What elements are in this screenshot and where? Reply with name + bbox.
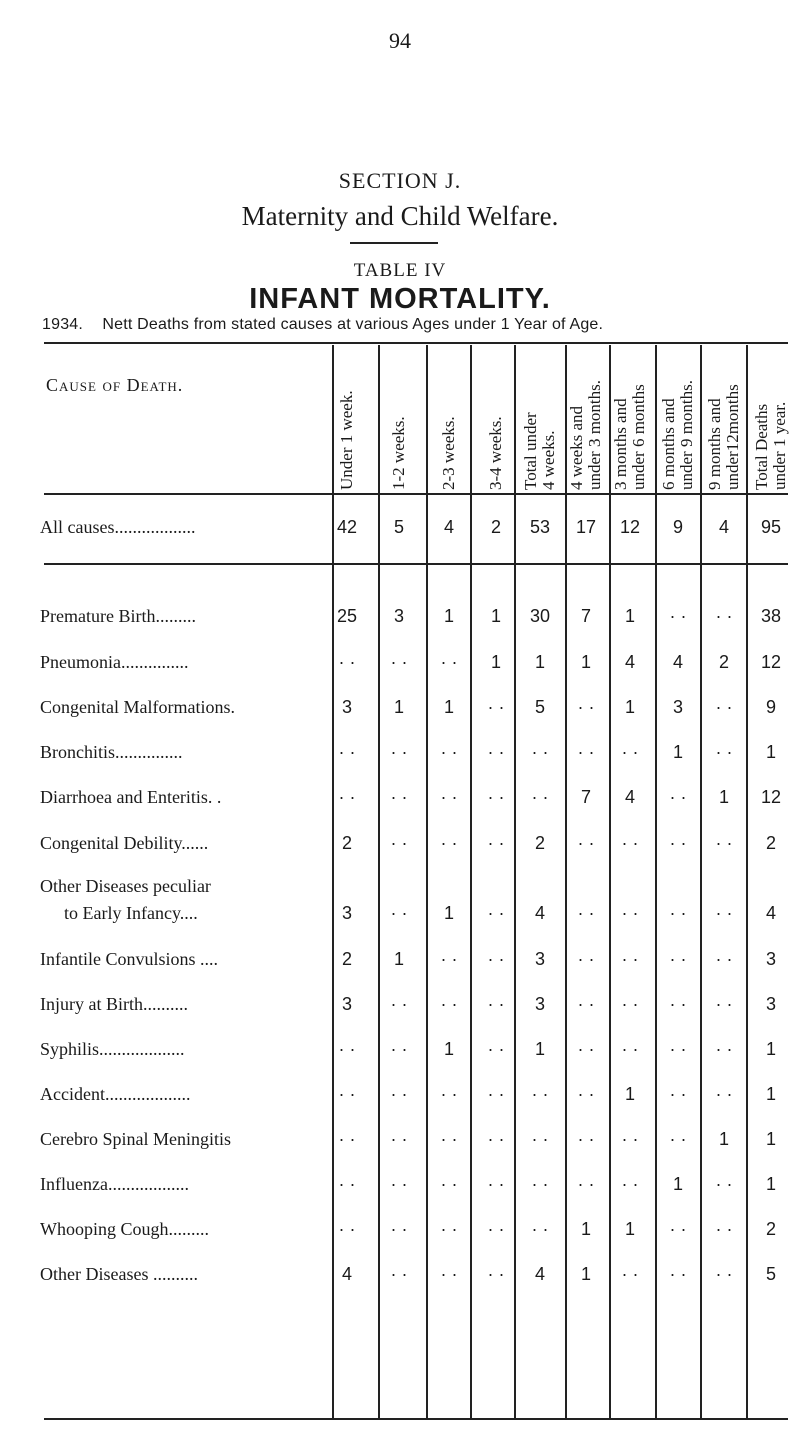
table-row-cell: 38 <box>760 606 782 626</box>
column-header-line: under12months <box>723 384 742 490</box>
table-row-cell: · · <box>577 1039 595 1059</box>
table-row-cell: 1 <box>490 606 501 626</box>
all-causes-cell: 42 <box>336 517 358 537</box>
table-row-label: Premature Birth......... <box>40 606 196 626</box>
table-row-label: Influenza.................. <box>40 1174 189 1194</box>
table-row-cell: 2 <box>718 652 729 672</box>
column-header <box>338 345 356 490</box>
table-row-cell: 1 <box>580 1219 591 1239</box>
column-rule <box>609 345 611 1418</box>
table-row-cell: 1 <box>765 742 776 762</box>
all-causes-cell: 2 <box>490 517 501 537</box>
row-label-line: Other Diseases peculiar <box>40 876 211 896</box>
table-row-cell: · · <box>487 1039 505 1059</box>
table-row-cell: 1 <box>672 1174 683 1194</box>
table-row-cell: 1 <box>718 1129 729 1149</box>
table-row-label: Congenital Debility...... <box>40 833 209 853</box>
table-row-cell: 1 <box>765 1174 776 1194</box>
table-row-cell: · · <box>390 833 408 853</box>
table-row-cell: 3 <box>341 903 352 923</box>
table-row-cell: · · <box>577 833 595 853</box>
table-row-cell: · · <box>715 1039 733 1059</box>
table-row-cell: · · <box>440 833 458 853</box>
table-caption <box>42 316 603 334</box>
table-row-cell: 3 <box>672 697 683 717</box>
all-causes-cell: 5 <box>393 517 404 537</box>
table-row-cell: 1 <box>580 652 591 672</box>
table-row-cell: 7 <box>580 606 591 626</box>
table-row-label <box>40 876 211 924</box>
table-row-cell: · · <box>390 787 408 807</box>
table-row-cell: · · <box>531 1219 549 1239</box>
table-row-cell: · · <box>487 1084 505 1104</box>
table-row-cell: · · <box>577 1174 595 1194</box>
table-row-cell: 1 <box>443 903 454 923</box>
table-row-cell: · · <box>715 833 733 853</box>
cause-header: Cause of Death. <box>46 375 184 395</box>
column-header-line: 9 months and <box>705 398 724 490</box>
table-row-cell: 4 <box>765 903 776 923</box>
table-row-cell: 1 <box>443 1039 454 1059</box>
column-rule <box>655 345 657 1418</box>
all-causes-label: All causes.................. <box>40 517 196 537</box>
column-header <box>706 345 742 490</box>
table-row-cell: · · <box>669 833 687 853</box>
table-row-cell: 2 <box>534 833 545 853</box>
table-row-cell: · · <box>487 697 505 717</box>
table-bottom-rule <box>44 1418 788 1420</box>
column-header <box>660 345 696 490</box>
table-row-cell: 5 <box>534 697 545 717</box>
table-row-cell: · · <box>715 1264 733 1284</box>
all-causes-bottom-rule <box>44 563 788 565</box>
column-header-line: under 1 year. <box>770 401 789 490</box>
table-row-cell: · · <box>487 1264 505 1284</box>
table-row-cell: 1 <box>765 1039 776 1059</box>
table-row-cell: · · <box>390 742 408 762</box>
table-label: TABLE IV <box>353 260 447 281</box>
table-row-cell: 1 <box>765 1084 776 1104</box>
table-row-cell: 9 <box>765 697 776 717</box>
table-row-label: Whooping Cough......... <box>40 1219 209 1239</box>
section-subtitle: Maternity and Child Welfare. <box>241 201 559 231</box>
table-row-cell: · · <box>669 1219 687 1239</box>
table-row-cell: 4 <box>534 903 545 923</box>
column-rule <box>378 345 380 1418</box>
table-row-cell: · · <box>390 1039 408 1059</box>
table-row-label: Cerebro Spinal Meningitis <box>40 1129 231 1149</box>
table-row-cell: 1 <box>718 787 729 807</box>
table-row-cell: · · <box>531 787 549 807</box>
table-row-label: Bronchitis............... <box>40 742 183 762</box>
table-row-cell: · · <box>440 1084 458 1104</box>
table-row-cell: 2 <box>341 949 352 969</box>
table-row-cell: · · <box>669 994 687 1014</box>
table-row-cell: · · <box>338 1174 356 1194</box>
table-row-cell: · · <box>487 1219 505 1239</box>
column-header-line: under 3 months. <box>585 379 604 490</box>
column-header-line: 2-3 weeks. <box>439 416 458 490</box>
table-row-cell: · · <box>531 1174 549 1194</box>
table-row-cell: · · <box>390 1129 408 1149</box>
table-row-cell: · · <box>715 697 733 717</box>
table-row-cell: 1 <box>624 606 635 626</box>
column-rule <box>746 345 748 1418</box>
table-row-cell: · · <box>669 1039 687 1059</box>
table-row-cell: 4 <box>624 652 635 672</box>
table-row-cell: · · <box>487 994 505 1014</box>
table-row-cell: · · <box>715 1219 733 1239</box>
all-causes-cell: 4 <box>443 517 454 537</box>
table-row-cell: · · <box>390 1084 408 1104</box>
table-row-cell: · · <box>531 742 549 762</box>
table-title: INFANT MORTALITY. <box>249 283 551 315</box>
table-row-cell: · · <box>621 1264 639 1284</box>
table-row-cell: · · <box>390 1264 408 1284</box>
table-row-cell: 1 <box>490 652 501 672</box>
table-row-cell: · · <box>487 787 505 807</box>
table-row-cell: 12 <box>760 652 782 672</box>
table-row-cell: 30 <box>529 606 551 626</box>
table-row-cell: 1 <box>765 1129 776 1149</box>
table-row-cell: 3 <box>393 606 404 626</box>
table-row-cell: · · <box>621 1039 639 1059</box>
table-row-cell: 1 <box>443 697 454 717</box>
table-row-cell: · · <box>338 1039 356 1059</box>
column-header-line: Under 1 week. <box>337 390 356 490</box>
section-heading: SECTION J. <box>338 168 462 193</box>
column-header <box>440 345 458 490</box>
table-row-cell: 25 <box>336 606 358 626</box>
table-row-cell: 1 <box>624 1084 635 1104</box>
table-row-cell: 1 <box>672 742 683 762</box>
table-row-cell: · · <box>440 1264 458 1284</box>
table-row-cell: · · <box>440 787 458 807</box>
column-header-line: 1-2 weeks. <box>389 416 408 490</box>
table-row-cell: · · <box>621 994 639 1014</box>
table-row-label: Syphilis................... <box>40 1039 185 1059</box>
table-row-cell: · · <box>338 1084 356 1104</box>
table-row-cell: · · <box>338 787 356 807</box>
column-rule <box>514 345 516 1418</box>
table-row-cell: 5 <box>765 1264 776 1284</box>
column-header <box>612 345 648 490</box>
table-row-cell: · · <box>487 949 505 969</box>
table-row-label: Diarrhoea and Enteritis. . <box>40 787 222 807</box>
column-rule <box>565 345 567 1418</box>
table-row-cell: · · <box>487 833 505 853</box>
column-header <box>390 345 408 490</box>
table-row-cell: · · <box>390 652 408 672</box>
table-row-cell: 1 <box>393 697 404 717</box>
table-row-label: Pneumonia............... <box>40 652 189 672</box>
table-row-cell: 7 <box>580 787 591 807</box>
table-row-cell: · · <box>669 1084 687 1104</box>
table-row-cell: · · <box>390 994 408 1014</box>
table-row-cell: · · <box>669 1264 687 1284</box>
column-header-line: 3-4 weeks. <box>486 416 505 490</box>
table-row-cell: · · <box>715 994 733 1014</box>
table-row-cell: 1 <box>580 1264 591 1284</box>
table-row-cell: · · <box>390 1174 408 1194</box>
table-row-cell: · · <box>338 742 356 762</box>
table-row-label: Other Diseases .......... <box>40 1264 198 1284</box>
title-divider <box>350 242 438 244</box>
column-header <box>753 345 789 490</box>
table-row-cell: · · <box>338 652 356 672</box>
table-row-cell: · · <box>440 1219 458 1239</box>
table-row-cell: 4 <box>534 1264 545 1284</box>
all-causes-cell: 17 <box>575 517 597 537</box>
table-row-cell: · · <box>531 1129 549 1149</box>
table-row-cell: 3 <box>534 949 545 969</box>
all-causes-cell: 12 <box>619 517 641 537</box>
table-row-cell: 3 <box>765 949 776 969</box>
column-rule <box>700 345 702 1418</box>
table-row-cell: · · <box>440 1174 458 1194</box>
table-row-label: Infantile Convulsions .... <box>40 949 218 969</box>
column-header-line: Total under <box>521 412 540 490</box>
table-row-cell: 3 <box>765 994 776 1014</box>
table-row-cell: 1 <box>443 606 454 626</box>
column-header-line: Total Deaths <box>752 403 771 490</box>
row-label-line: to Early Infancy.... <box>64 903 198 923</box>
all-causes-cell: 53 <box>529 517 551 537</box>
table-row-cell: · · <box>669 606 687 626</box>
table-row-cell: 3 <box>341 697 352 717</box>
table-row-label: Congenital Malformations. <box>40 697 235 717</box>
table-row-cell: 3 <box>341 994 352 1014</box>
table-row-cell: 2 <box>341 833 352 853</box>
table-row-cell: · · <box>338 1129 356 1149</box>
table-row-cell: · · <box>621 1129 639 1149</box>
column-header-line: under 6 months <box>629 384 648 490</box>
table-row-cell: · · <box>487 1174 505 1194</box>
table-row-cell: · · <box>338 1219 356 1239</box>
table-row-cell: · · <box>390 903 408 923</box>
caption-year: 1934. <box>42 316 84 333</box>
table-row-cell: · · <box>715 903 733 923</box>
table-row-cell: · · <box>577 1129 595 1149</box>
table-row-cell: · · <box>440 949 458 969</box>
table-row-cell: · · <box>715 1084 733 1104</box>
table-row-cell: · · <box>577 697 595 717</box>
table-row-cell: · · <box>621 903 639 923</box>
table-row-cell: · · <box>487 903 505 923</box>
table-row-cell: 4 <box>672 652 683 672</box>
table-row-cell: · · <box>531 1084 549 1104</box>
table-row-cell: · · <box>621 833 639 853</box>
all-causes-cell: 9 <box>672 517 683 537</box>
table-row-cell: · · <box>669 949 687 969</box>
table-row-cell: 1 <box>534 652 545 672</box>
table-row-cell: · · <box>577 903 595 923</box>
all-causes-cell: 95 <box>760 517 782 537</box>
table-row-cell: · · <box>440 652 458 672</box>
table-row-cell: · · <box>440 994 458 1014</box>
table-row-cell: · · <box>621 949 639 969</box>
column-header <box>568 345 604 490</box>
table-row-cell: · · <box>715 1174 733 1194</box>
table-row-cell: · · <box>577 994 595 1014</box>
table-row-cell: 4 <box>624 787 635 807</box>
caption-text: Nett Deaths from stated causes at various Ages under 1 Year of Age. <box>102 316 604 333</box>
table-row-label: Injury at Birth.......... <box>40 994 188 1014</box>
table-row-cell: · · <box>440 742 458 762</box>
all-causes-cell: 4 <box>718 517 729 537</box>
column-header <box>522 345 558 490</box>
table-row-cell: · · <box>621 1174 639 1194</box>
column-rule <box>470 345 472 1418</box>
table-row-cell: · · <box>621 742 639 762</box>
column-header-line: under 9 months. <box>677 379 696 490</box>
table-row-cell: · · <box>577 949 595 969</box>
table-row-cell: 1 <box>393 949 404 969</box>
table-row-cell: 2 <box>765 1219 776 1239</box>
table-row-cell: · · <box>487 742 505 762</box>
column-header-line: 4 weeks and <box>567 405 586 490</box>
column-header <box>487 345 505 490</box>
table-row-cell: 1 <box>624 1219 635 1239</box>
table-row-label: Accident................... <box>40 1084 191 1104</box>
table-row-cell: · · <box>669 1129 687 1149</box>
table-row-cell: 12 <box>760 787 782 807</box>
table-row-cell: · · <box>715 742 733 762</box>
table-row-cell: · · <box>669 903 687 923</box>
table-row-cell: 2 <box>765 833 776 853</box>
table-row-cell: · · <box>715 949 733 969</box>
table-row-cell: · · <box>669 787 687 807</box>
column-header-line: 4 weeks. <box>539 430 558 490</box>
page-number: 94 <box>389 28 411 53</box>
column-rule <box>332 345 334 1418</box>
table-row-cell: 1 <box>624 697 635 717</box>
table-row-cell: · · <box>577 742 595 762</box>
table-top-rule <box>44 342 788 344</box>
table-row-cell: 4 <box>341 1264 352 1284</box>
table-row-cell: 3 <box>534 994 545 1014</box>
table-row-cell: · · <box>577 1084 595 1104</box>
column-header-line: 6 months and <box>659 398 678 490</box>
table-row-cell: 1 <box>534 1039 545 1059</box>
header-bottom-rule <box>44 493 788 495</box>
table-row-cell: · · <box>390 1219 408 1239</box>
column-rule <box>426 345 428 1418</box>
column-header-line: 3 months and <box>611 398 630 490</box>
table-row-cell: · · <box>440 1129 458 1149</box>
table-row-cell: · · <box>487 1129 505 1149</box>
table-row-cell: · · <box>715 606 733 626</box>
